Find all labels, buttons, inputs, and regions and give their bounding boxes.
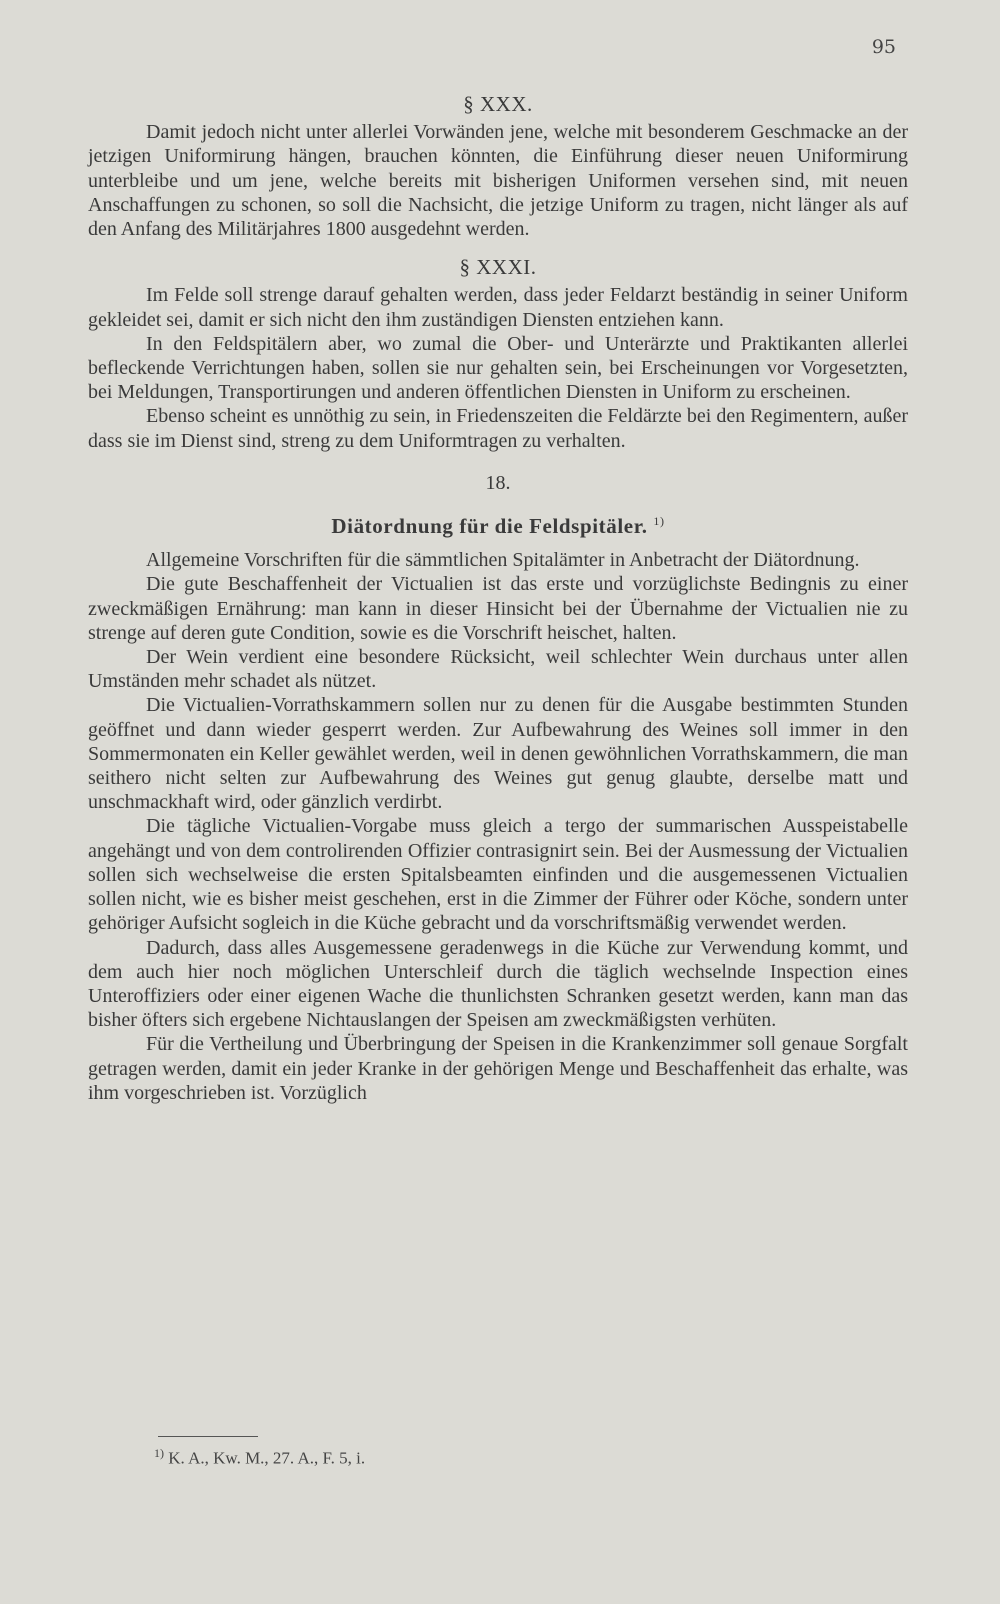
- chapter-title-text: Diätordnung für die Feldspitäler.: [331, 514, 648, 539]
- section-title-xxxi: § XXXI.: [459, 255, 537, 280]
- footnote-mark: 1): [154, 1446, 164, 1460]
- page-number: 95: [871, 36, 896, 58]
- chapter-number: 18.: [485, 471, 511, 494]
- chapter-paragraph: Dadurch, dass alles Ausgemessene geradenwegs in die Küche zur Verwendung kommt, und dem auch hier noch möglichen Unterschleif durch die täglich wechselnde Inspection eines Unteroffiziers oder einer eigenen Wache die thunlichsten Schranken gesetzt werden, kann man das bisher öfters sich ergebene Nichtauslangen der Speisen am zweckmäßigsten verhüten.: [88, 936, 908, 1032]
- chapter-paragraph: Die tägliche Victualien-Vorgabe muss gleich a tergo der summarischen Ausspeistabelle angehängt und von dem controlirenden Offizier contrasignirt sein. Bei der Ausmessung der Victualien sollen sich wechselweise die ersten Spitalsbeamten einfinden und die ausgemessenen Victualien sollen nicht, wie es bisher meist geschehen, erst in die Zimmer der Führer oder Köche, sondern unter gehöriger Aufsicht sogleich in die Küche gebracht und da vorschriftsmäßig verwendet werden.: [88, 815, 908, 935]
- chapter-paragraph: Für die Vertheilung und Überbringung der Speisen in die Krankenzimmer soll genaue Sorgfalt getragen werden, damit ein jeder Kranke in der gehörigen Menge und Beschaffenheit das erhalte, was ihm vorgeschrieben ist. Vorzüglich: [88, 1033, 908, 1104]
- chapter-paragraph: Die Victualien-Vorrathskammern sollen nur zu denen für die Ausgabe bestimmten Stunden geöffnet und dann wieder gesperrt werden. Zur Aufbewahrung des Weines soll immer in den Sommermonaten ein Keller gewählet werden, weil in denen gewöhnlichen Vorrathskammern, die man seithero nicht selten zur Aufbewahrung des Weines gut genug glaubte, derselbe matt und unschmackhaft wird, oder gänzlich verdirbt.: [88, 694, 908, 814]
- section-xxxi-paragraph: Im Felde soll strenge darauf gehalten werden, dass jeder Feldarzt beständig in seiner Uniform gekleidet sei, damit er sich nicht den ihm zuständigen Diensten entziehen kann.: [88, 284, 908, 331]
- chapter-paragraph: Die gute Beschaffenheit der Victualien ist das erste und vorzüglichste Bedingnis zu einer zweckmäßigen Ernährung: man kann in dieser Hinsicht bei der Übernahme der Victualien nie zu strenge auf deren gute Condition, sowie es die Vorschrift heischet, halten.: [88, 573, 908, 644]
- footnote: [154, 1446, 365, 1469]
- section-title-xxx: § XXX.: [463, 92, 533, 116]
- chapter-paragraph: Der Wein verdient eine besondere Rücksicht, weil schlechter Wein durchaus unter allen Umständen mehr schadet als nützet.: [88, 646, 908, 693]
- chapter-title: [88, 509, 908, 538]
- section-xxx-paragraph: Damit jedoch nicht unter allerlei Vorwänden jene, welche mit besonderem Geschmacke an der jetzigen Uniformirung hängen, brauchen könnten, die Einführung dieser neuen Uniformirung unterbleibe und um jene, welche bereits mit bisherigen Uniformen versehen sind, mit neuen Anschaffungen zu schonen, so soll die Nachsicht, die jetzige Uniform zu tragen, nicht länger als auf den Anfang des Militärjahres 1800 ausgedehnt werden.: [88, 121, 908, 241]
- section-xxxi-paragraph: Ebenso scheint es unnöthig zu sein, in Friedenszeiten die Feldärzte bei den Regimentern, außer dass sie im Dienst sind, streng zu dem Uniformtragen zu verhalten.: [88, 405, 908, 452]
- section-xxxi-paragraph: In den Feldspitälern aber, wo zumal die Ober- und Unterärzte und Praktikanten allerlei befleckende Verrichtungen haben, sollen sie nur gehalten sein, bei Erscheinungen vor Vorgesetzten, bei Meldungen, Transportirungen und anderen öffentlichen Diensten in Uniform zu erscheinen.: [88, 332, 908, 404]
- footnote-text: K. A., Kw. M., 27. A., F. 5, i.: [168, 1448, 366, 1468]
- page-content: [88, 92, 908, 1105]
- footnote-divider: [158, 1436, 258, 1437]
- chapter-paragraph: Allgemeine Vorschriften für die sämmtlichen Spitalämter in Anbetracht der Diätordnung.: [146, 549, 860, 572]
- footnote-reference: 1): [653, 514, 665, 529]
